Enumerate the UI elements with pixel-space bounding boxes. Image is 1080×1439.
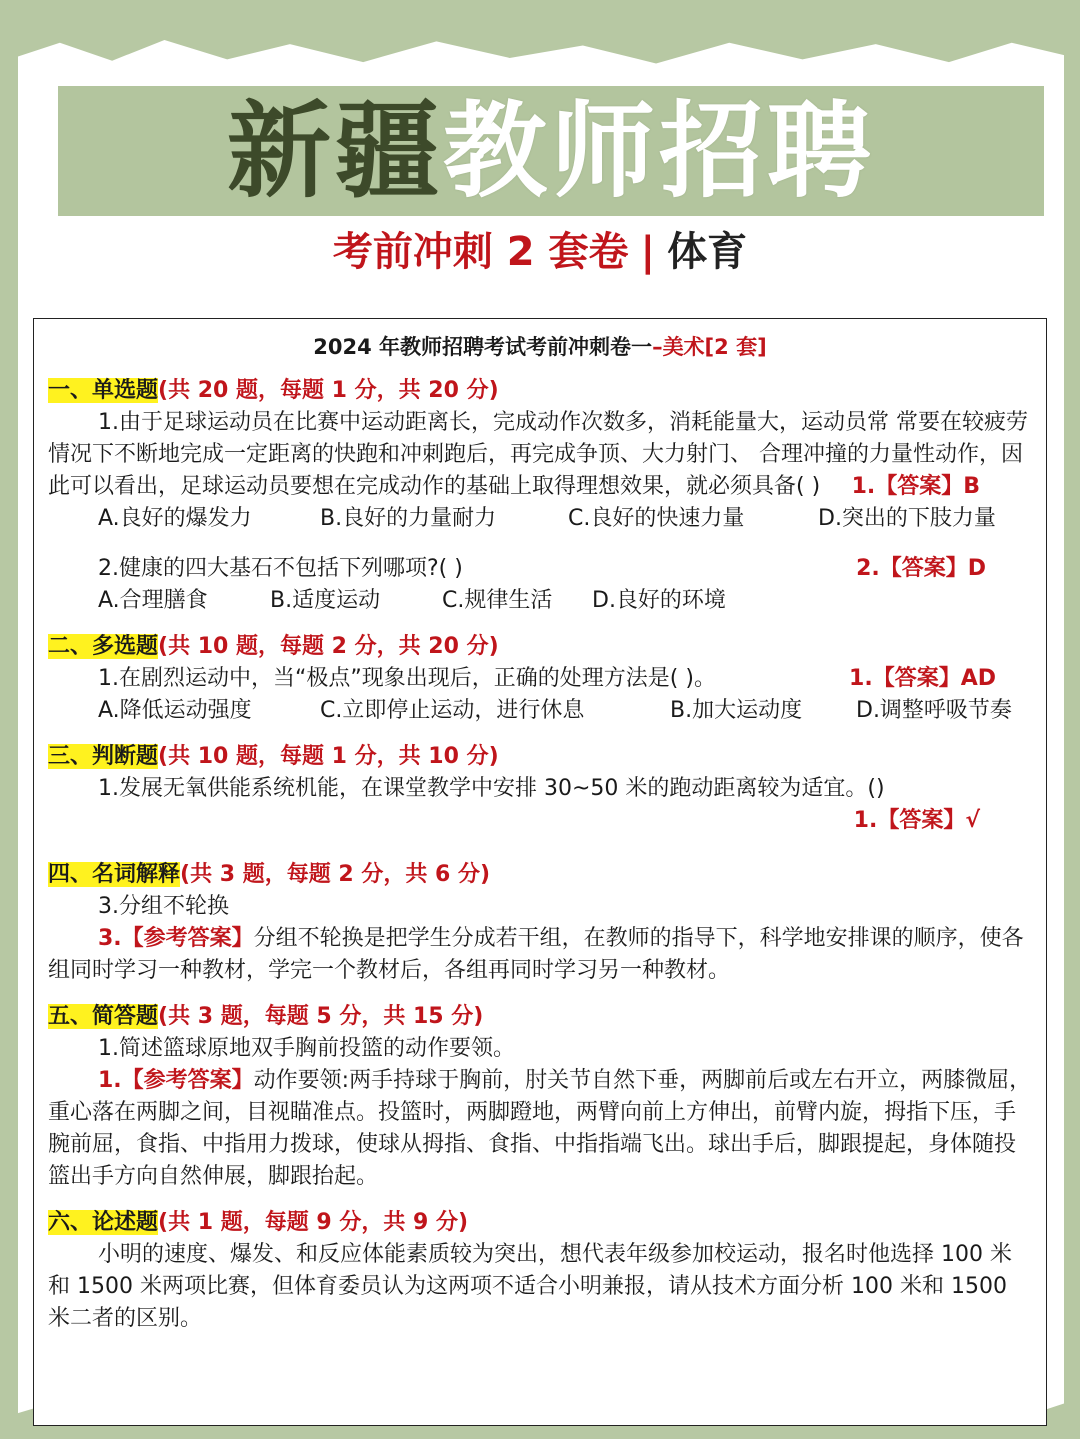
question-text: 1.发展无氧供能系统机能，在课堂教学中安排 30~50 米的跑动距离较为适宜。() bbox=[98, 776, 885, 801]
answer-text: 分组不轮换是把学生分成若干组，在教师的指导下，科学地安排课的顺序，使各组同时学习一种教材，学完一个教材后，各组再同时学习另一种教材。 bbox=[48, 926, 1024, 983]
exam-document bbox=[33, 318, 1047, 1426]
option: C.良好的快速力量 bbox=[568, 506, 745, 531]
subtitle-right: 体育 bbox=[667, 229, 748, 275]
question-text: 1.由于足球运动员在比赛中运动距离长，完成动作次数多，消耗能量大，运动员常 常要在较疲劳情况下不断地完成一定距离的快跑和冲刺跑后，再完成争顶、大力射门、 合理冲撞的力量性动作，因此可以看出，足球运动员要想在完成动作的基础上取得理想效果，就必须具备( ) bbox=[48, 410, 1028, 499]
section-heading-1 bbox=[48, 375, 1032, 407]
section-meta: (共 20 题，每题 1 分，共 20 分) bbox=[158, 378, 499, 403]
reference-answer bbox=[48, 1065, 1032, 1193]
answer-label: 3.【参考答案】 bbox=[98, 926, 254, 951]
section-label: 六、论述题 bbox=[48, 1210, 159, 1235]
section-label: 一、单选题 bbox=[48, 378, 159, 403]
section-label: 二、多选题 bbox=[48, 634, 159, 659]
main-title bbox=[58, 86, 1044, 216]
doc-title-main: 2024 年教师招聘考试考前冲刺卷一 bbox=[313, 335, 653, 359]
question-text: 1.在剧烈运动中，当“极点”现象出现后，正确的处理方法是( )。 bbox=[98, 666, 716, 691]
option: A.合理膳食 bbox=[98, 588, 208, 613]
section-heading-5 bbox=[48, 1001, 1032, 1033]
section-heading-2 bbox=[48, 631, 1032, 663]
section-meta: (共 10 题，每题 1 分，共 10 分) bbox=[158, 744, 499, 769]
reference-answer bbox=[48, 923, 1032, 987]
answer-text: 动作要领:两手持球于胸前，肘关节自然下垂，两脚前后或左右开立，两膝微屈，重心落在两脚之间，目视瞄准点。投篮时，两脚蹬地，两臂向前上方伸出，前臂内旋，拇指下压，手腕前屈，食指、中指用力拨球，使球从拇指、食指、中指指端飞出。球出手后，脚跟提起，身体随投篮出手方向自然伸展，脚跟抬起。 bbox=[48, 1068, 1032, 1189]
section-heading-6 bbox=[48, 1207, 1032, 1239]
answer: 1.【答案】AD bbox=[849, 666, 996, 691]
question-text: 1.简述篮球原地双手胸前投篮的动作要领。 bbox=[98, 1036, 515, 1061]
section-meta: (共 1 题，每题 9 分，共 9 分) bbox=[158, 1210, 469, 1235]
section-label: 三、判断题 bbox=[48, 744, 159, 769]
question-text: 2.健康的四大基石不包括下列哪项?( ) bbox=[98, 556, 463, 581]
option: C.立即停止运动，进行休息 bbox=[320, 698, 585, 723]
section-meta: (共 10 题，每题 2 分，共 20 分) bbox=[158, 634, 499, 659]
question-row bbox=[48, 663, 1032, 695]
title-part1: 新疆 bbox=[226, 90, 443, 212]
option: B.适度运动 bbox=[270, 588, 381, 613]
option: C.规律生活 bbox=[442, 588, 553, 613]
doc-title bbox=[48, 331, 1032, 363]
option: A.良好的爆发力 bbox=[98, 506, 252, 531]
section-label: 四、名词解释 bbox=[48, 862, 181, 887]
question-text: 3.分组不轮换 bbox=[98, 894, 229, 919]
subtitle-separator: | bbox=[640, 229, 656, 275]
option: D.突出的下肢力量 bbox=[818, 506, 996, 531]
option: D.良好的环境 bbox=[592, 588, 726, 613]
section-heading-4 bbox=[48, 859, 1032, 891]
option: B.加大运动度 bbox=[670, 698, 803, 723]
answer-label: 1.【参考答案】 bbox=[98, 1068, 254, 1093]
question-row bbox=[48, 553, 1032, 585]
options-row bbox=[48, 695, 1032, 727]
title-part2: 教师招聘 bbox=[443, 90, 876, 212]
option: A.降低运动强度 bbox=[98, 698, 252, 723]
section-meta: (共 3 题，每题 5 分，共 15 分) bbox=[158, 1004, 484, 1029]
answer: 2.【答案】D bbox=[856, 556, 986, 581]
section-meta: (共 3 题，每题 2 分，共 6 分) bbox=[180, 862, 491, 887]
question-text: 小明的速度、爆发、和反应体能素质较为突出，想代表年级参加校运动，报名时他选择 100 米和 1500 米两项比赛，但体育委员认为这两项不适合小明兼报，请从技术方面分析 100 米和 1500 米二者的区别。 bbox=[48, 1242, 1012, 1331]
section-label: 五、简答题 bbox=[48, 1004, 159, 1029]
option: D.调整呼吸节奏 bbox=[856, 698, 1012, 723]
section-heading-3 bbox=[48, 741, 1032, 773]
subtitle bbox=[0, 226, 1080, 278]
options-row bbox=[48, 585, 1032, 617]
option: B.良好的力量耐力 bbox=[320, 506, 497, 531]
answer: 1.【答案】B bbox=[851, 474, 980, 499]
options-row bbox=[48, 503, 1032, 535]
subtitle-left: 考前冲刺 2 套卷 bbox=[332, 229, 629, 275]
answer: 1.【答案】√ bbox=[853, 808, 980, 833]
doc-title-red: –美术[2 套] bbox=[652, 335, 767, 359]
